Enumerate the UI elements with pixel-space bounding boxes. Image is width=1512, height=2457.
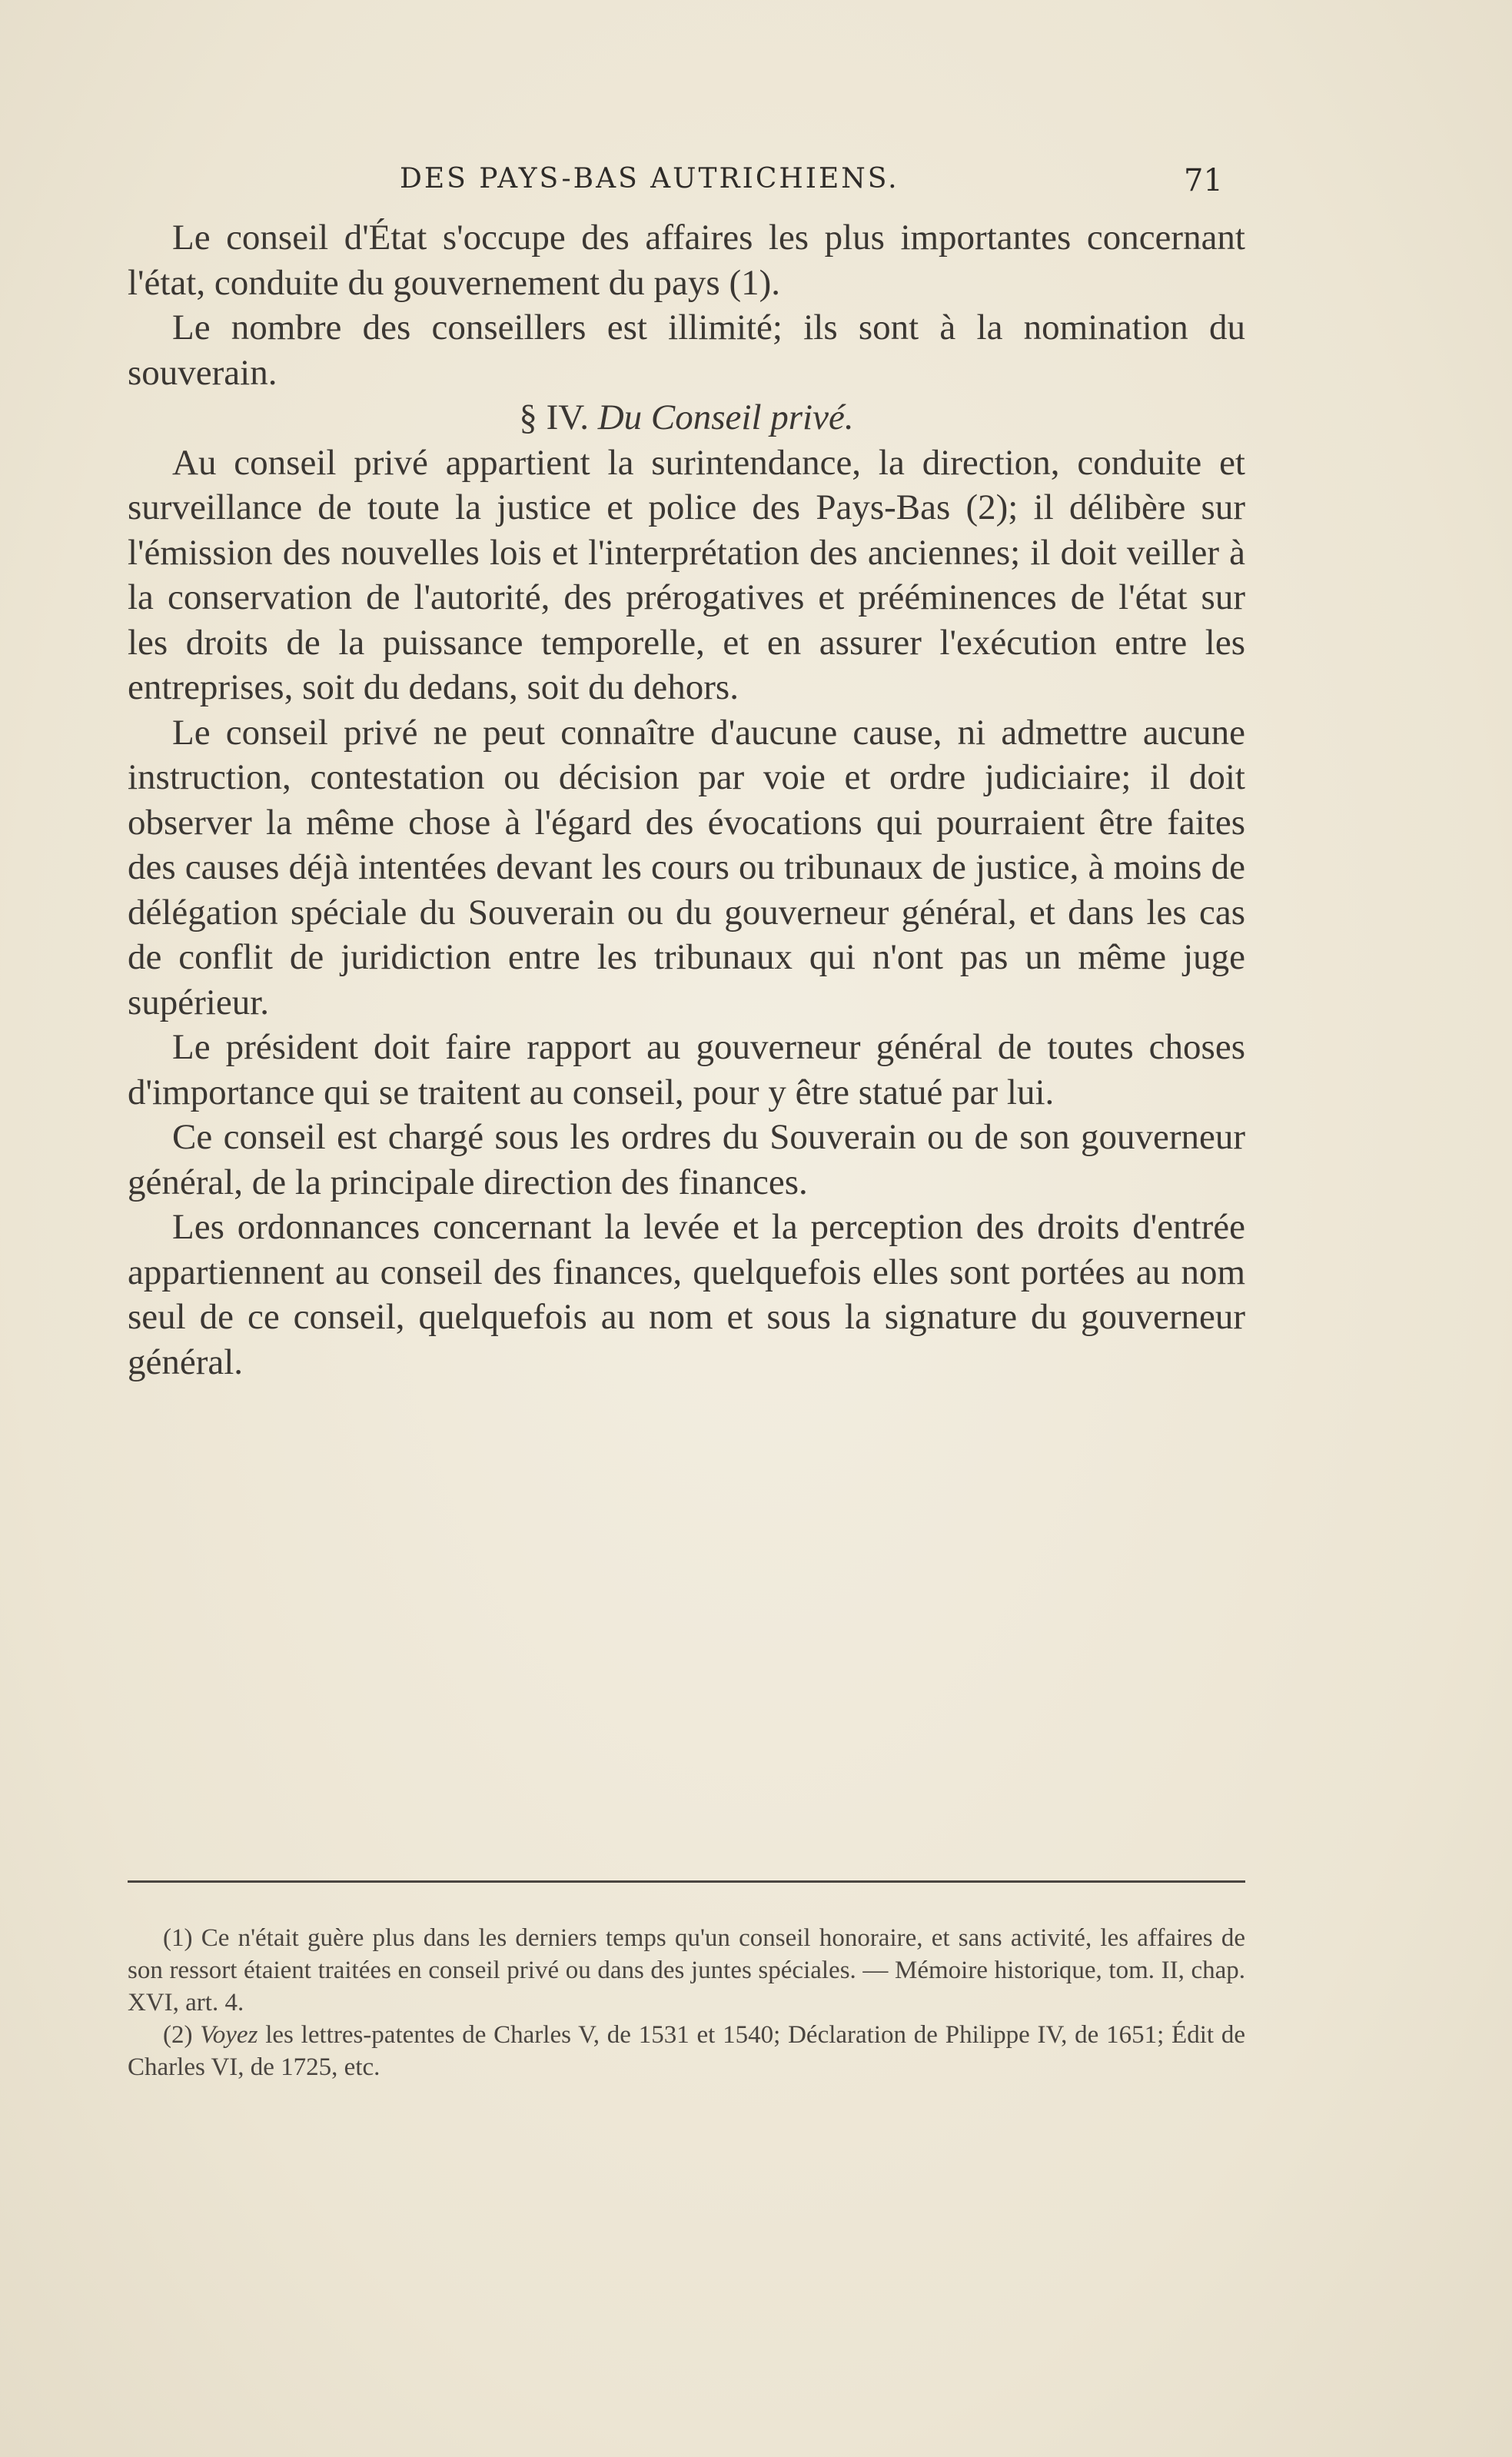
footnote-1: (1) Ce n'était guère plus dans les derniers temps qu'un conseil honoraire, et sans activité, les affaires de son ressort étaient traitées en conseil privé ou dans des juntes spéciales. — Mémoire historique, tom. II, chap. XVI, art. 4.: [128, 1924, 1245, 2016]
paragraph-conseil-prive: Au conseil privé appartient la surintendance, la direction, conduite et surveillance de toute la justice et police des Pays-Bas (2); il délibère sur l'émission des nouvelles lois et l'interprétation des anciennes; il doit veiller à la conservation de l'autorité, des prérogatives et prééminences de l'état sur les droits de la puissance temporelle, et en assurer l'exécution entre les entreprises, soit du dedans, soit du dehors.: [128, 442, 1245, 707]
main-text: [128, 215, 1245, 1385]
paragraph-conseil-etat: Le conseil d'État s'occupe des affaires les plus importantes concernant l'état, conduite du gouvernement du pays (1).: [128, 218, 1245, 303]
footnotes: [128, 1922, 1245, 2083]
footnote-2-marker: (2): [163, 2021, 193, 2049]
footnote-2-text: les lettres-patentes de Charles V, de 1531 et 1540; Déclaration de Philippe IV, de 1651; Édit de Charles VI, de 1725, etc.: [128, 2021, 1245, 2081]
page-number: 71: [1184, 163, 1223, 198]
paragraph-ordonnances: Les ordonnances concernant la levée et la perception des droits d'entrée appartiennent au conseil des finances, quelquefois elles sont portées au nom seul de ce conseil, quelquefois au nom et sous la signature du gouverneur général.: [128, 1207, 1245, 1382]
paragraph-president: Le président doit faire rapport au gouverneur général de toutes choses d'importance qui se traitent au conseil, pour y être statué par lui.: [128, 1027, 1245, 1112]
section-title: Du Conseil privé.: [597, 397, 854, 437]
paragraph-finances: Ce conseil est chargé sous les ordres du Souverain ou de son gouverneur général, de la principale direction des finances.: [128, 1117, 1245, 1202]
footnote-2: [128, 2019, 1245, 2083]
section-heading: [128, 395, 1245, 441]
paragraph-nombre-conseillers: Le nombre des conseillers est illimité; ils sont à la nomination du souverain.: [128, 308, 1245, 393]
footnote-2-voyez: Voyez: [200, 2021, 258, 2049]
paragraph-causes: Le conseil privé ne peut connaître d'aucune cause, ni admettre aucune instruction, contestation ou décision par voie et ordre judiciaire; il doit observer la même chose à l'égard des évocations qui pourraient être faites des causes déjà intentées devant les cours ou tribunaux de justice, à moins de délégation spéciale du Souverain ou du gouverneur général, et dans les cas de conflit de juridiction entre les tribunaux qui n'ont pas un même juge supérieur.: [128, 712, 1245, 1022]
section-number: § IV.: [519, 397, 589, 437]
running-title: DES PAYS-BAS AUTRICHIENS.: [400, 163, 899, 194]
footnote-rule: [128, 1880, 1245, 1883]
